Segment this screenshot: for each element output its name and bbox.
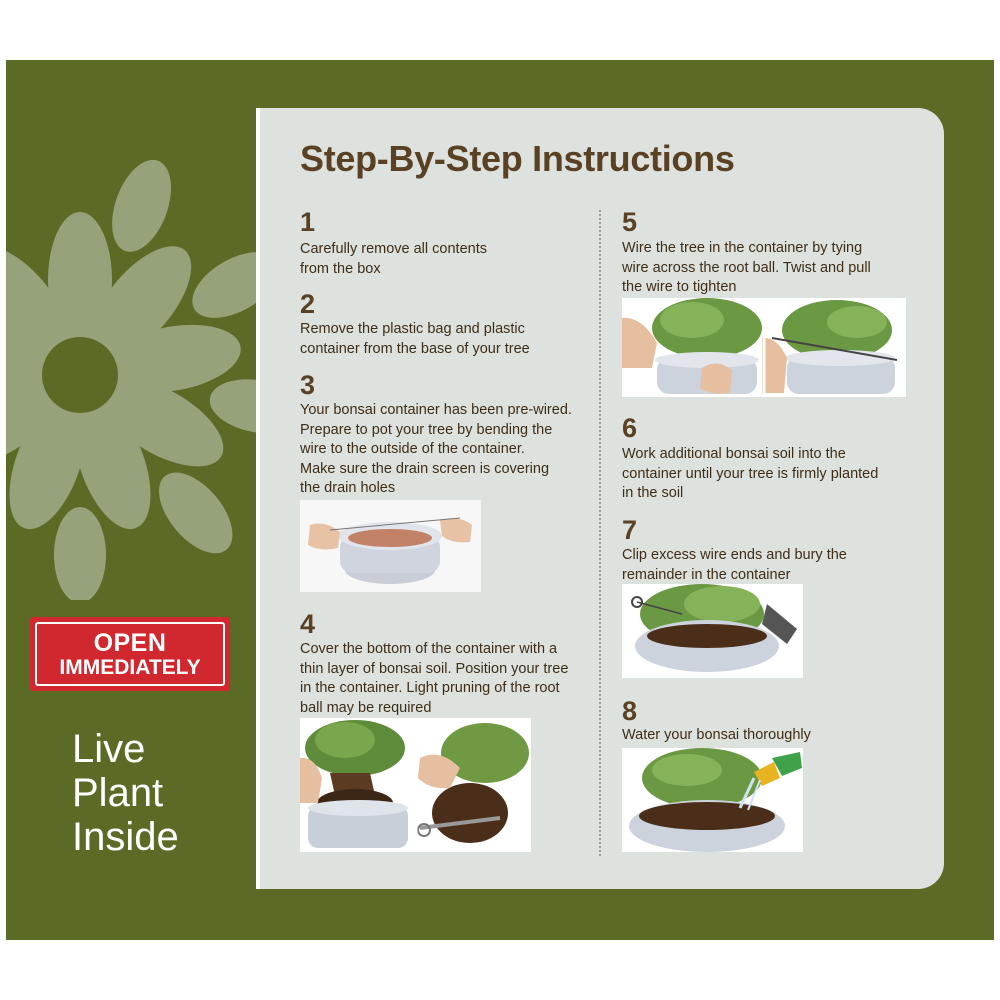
step-6-text: Work additional bonsai soil into the container until your tree is firmly planted in the soil xyxy=(622,446,879,501)
step-7-photo xyxy=(622,584,803,678)
step-1-text: Carefully remove all contents from the box xyxy=(300,241,487,277)
badge-line-open: OPEN xyxy=(93,628,167,657)
live-plant-inside-text xyxy=(72,727,179,859)
step-5-number: 5 xyxy=(622,207,638,237)
flower-decoration-icon xyxy=(6,160,270,600)
step-6-number: 6 xyxy=(622,413,638,443)
step-8-number: 8 xyxy=(622,696,638,726)
step-8-text: Water your bonsai thoroughly xyxy=(622,727,811,743)
step-4-number: 4 xyxy=(300,609,316,639)
card-edge xyxy=(256,108,260,889)
badge-line-immediately: IMMEDIATELY xyxy=(59,655,201,679)
step-7-text: Clip excess wire ends and bury the remainder in the container xyxy=(622,547,847,583)
step-7-number: 7 xyxy=(622,515,638,545)
open-immediately-badge xyxy=(30,617,230,691)
step-2-number: 2 xyxy=(300,289,316,319)
step-3-photo xyxy=(300,500,481,592)
instructions-title: Step-By-Step Instructions xyxy=(300,138,735,179)
step-3-text: Your bonsai container has been pre-wired. Prepare to pot your tree by bending the wire to the outside of the container. Make sure the drain screen is covering the drain holes xyxy=(300,402,572,496)
step-3-number: 3 xyxy=(300,370,316,400)
inside-word: Inside xyxy=(72,815,179,859)
step-4-photo xyxy=(300,718,531,852)
live-word: Live xyxy=(72,727,146,771)
column-divider xyxy=(599,210,601,856)
step-5-photo xyxy=(622,298,906,397)
step-8-photo xyxy=(622,748,803,852)
step-1-number: 1 xyxy=(300,207,316,237)
step-2-text: Remove the plastic bag and plastic container from the base of your tree xyxy=(300,321,530,357)
step-5-text: Wire the tree in the container by tying wire across the root ball. Twist and pull the wire to tighten xyxy=(622,240,871,295)
plant-word: Plant xyxy=(72,771,164,815)
step-4-text: Cover the bottom of the container with a thin layer of bonsai soil. Position your tree in the container. Light pruning of the root ball may be required xyxy=(300,641,569,716)
